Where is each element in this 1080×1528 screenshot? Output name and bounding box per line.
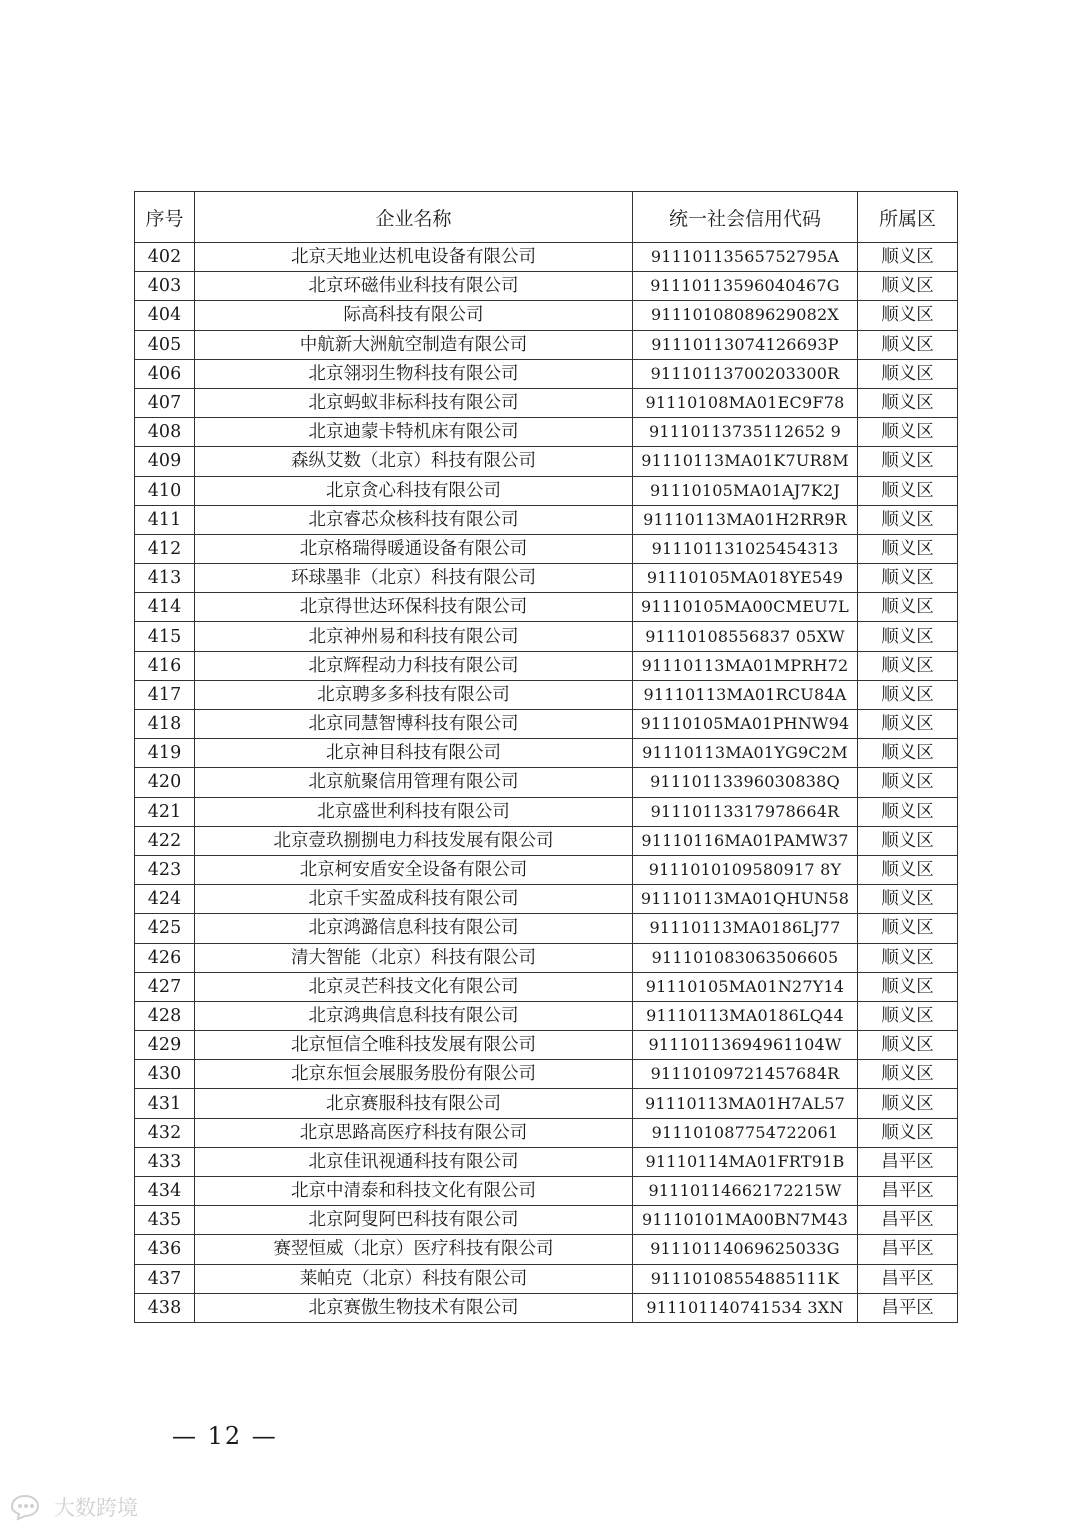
row-serial-number: 420 [135, 768, 195, 797]
row-credit-code: 91110105MA01PHNW94 [633, 710, 858, 739]
row-company-name: 北京蚂蚁非标科技有限公司 [195, 388, 633, 417]
row-credit-code: 9111010109580917 8Y [633, 855, 858, 884]
row-serial-number: 434 [135, 1177, 195, 1206]
row-company-name: 际高科技有限公司 [195, 301, 633, 330]
row-credit-code: 91110113MA01H7AL57 [633, 1089, 858, 1118]
row-serial-number: 416 [135, 651, 195, 680]
row-district: 顺义区 [858, 855, 958, 884]
row-company-name: 莱帕克（北京）科技有限公司 [195, 1264, 633, 1293]
row-serial-number: 406 [135, 359, 195, 388]
row-serial-number: 431 [135, 1089, 195, 1118]
row-credit-code: 91110113074126693P [633, 330, 858, 359]
row-credit-code: 91110113MA01MPRH72 [633, 651, 858, 680]
row-credit-code: 91110113MA01RCU84A [633, 680, 858, 709]
row-company-name: 清大智能（北京）科技有限公司 [195, 943, 633, 972]
row-serial-number: 432 [135, 1118, 195, 1147]
row-district: 顺义区 [858, 447, 958, 476]
row-credit-code: 91110113MA01YG9C2M [633, 739, 858, 768]
row-serial-number: 433 [135, 1147, 195, 1176]
row-company-name: 北京睿芯众核科技有限公司 [195, 505, 633, 534]
row-company-name: 北京中清泰和科技文化有限公司 [195, 1177, 633, 1206]
row-company-name: 北京思路高医疗科技有限公司 [195, 1118, 633, 1147]
row-credit-code: 91110108089629082X [633, 301, 858, 330]
row-district: 顺义区 [858, 768, 958, 797]
table-row [135, 476, 958, 505]
row-serial-number: 415 [135, 622, 195, 651]
table-row [135, 739, 958, 768]
row-company-name: 北京得世达环保科技有限公司 [195, 593, 633, 622]
row-district: 顺义区 [858, 593, 958, 622]
row-credit-code: 91110113596040467G [633, 272, 858, 301]
table-body [135, 243, 958, 1323]
row-serial-number: 429 [135, 1031, 195, 1060]
row-credit-code: 91110105MA018YE549 [633, 564, 858, 593]
row-credit-code: 91110108MA01EC9F78 [633, 388, 858, 417]
row-district: 顺义区 [858, 622, 958, 651]
row-district: 顺义区 [858, 914, 958, 943]
row-district: 顺义区 [858, 476, 958, 505]
table-row [135, 447, 958, 476]
table-row [135, 388, 958, 417]
row-credit-code: 91110105MA00CMEU7L [633, 593, 858, 622]
row-district: 顺义区 [858, 797, 958, 826]
row-company-name: 北京神州易和科技有限公司 [195, 622, 633, 651]
watermark [8, 1492, 138, 1522]
row-company-name: 北京神目科技有限公司 [195, 739, 633, 768]
row-credit-code: 91110109721457684R [633, 1060, 858, 1089]
row-credit-code: 91110113565752795A [633, 243, 858, 272]
row-company-name: 环球墨非（北京）科技有限公司 [195, 564, 633, 593]
table-row [135, 359, 958, 388]
row-credit-code: 91110113396030838Q [633, 768, 858, 797]
row-credit-code: 911101131025454313 [633, 534, 858, 563]
row-company-name: 北京翎羽生物科技有限公司 [195, 359, 633, 388]
row-district: 顺义区 [858, 1060, 958, 1089]
row-district: 昌平区 [858, 1147, 958, 1176]
row-credit-code: 91110113MA0186LQ44 [633, 1001, 858, 1030]
row-credit-code: 91110113MA01QHUN58 [633, 885, 858, 914]
row-credit-code: 91110113MA0186LJ77 [633, 914, 858, 943]
row-serial-number: 403 [135, 272, 195, 301]
row-credit-code: 91110114662172215W [633, 1177, 858, 1206]
table-row [135, 797, 958, 826]
row-serial-number: 424 [135, 885, 195, 914]
row-company-name: 北京恒信仝唯科技发展有限公司 [195, 1031, 633, 1060]
table-row [135, 1293, 958, 1322]
row-serial-number: 435 [135, 1206, 195, 1235]
table-row [135, 622, 958, 651]
row-serial-number: 402 [135, 243, 195, 272]
row-credit-code: 911101087754722061 [633, 1118, 858, 1147]
row-district: 顺义区 [858, 505, 958, 534]
table-row [135, 914, 958, 943]
row-company-name: 北京格瑞得暖通设备有限公司 [195, 534, 633, 563]
row-serial-number: 423 [135, 855, 195, 884]
row-serial-number: 409 [135, 447, 195, 476]
row-district: 顺义区 [858, 826, 958, 855]
row-serial-number: 418 [135, 710, 195, 739]
row-company-name: 北京赛傲生物技术有限公司 [195, 1293, 633, 1322]
row-credit-code: 91110113MA01K7UR8M [633, 447, 858, 476]
row-serial-number: 412 [135, 534, 195, 563]
row-company-name: 森纵艾数（北京）科技有限公司 [195, 447, 633, 476]
row-company-name: 北京柯安盾安全设备有限公司 [195, 855, 633, 884]
table-row [135, 1206, 958, 1235]
row-district: 昌平区 [858, 1235, 958, 1264]
row-serial-number: 425 [135, 914, 195, 943]
table-row [135, 855, 958, 884]
row-credit-code: 91110114MA01FRT91B [633, 1147, 858, 1176]
table-row [135, 826, 958, 855]
table-row [135, 418, 958, 447]
header-district: 所属区 [858, 192, 958, 243]
row-company-name: 北京贪心科技有限公司 [195, 476, 633, 505]
table-row [135, 768, 958, 797]
row-serial-number: 430 [135, 1060, 195, 1089]
table-row [135, 1235, 958, 1264]
row-company-name: 赛翌恒威（北京）医疗科技有限公司 [195, 1235, 633, 1264]
row-company-name: 中航新大洲航空制造有限公司 [195, 330, 633, 359]
row-district: 顺义区 [858, 243, 958, 272]
table-row [135, 1031, 958, 1060]
row-district: 顺义区 [858, 885, 958, 914]
row-company-name: 北京鸿潞信息科技有限公司 [195, 914, 633, 943]
row-company-name: 北京佳讯视通科技有限公司 [195, 1147, 633, 1176]
row-district: 顺义区 [858, 680, 958, 709]
watermark-text: 大数跨境 [54, 1496, 138, 1520]
row-company-name: 北京同慧智博科技有限公司 [195, 710, 633, 739]
row-credit-code: 91110105MA01N27Y14 [633, 972, 858, 1001]
table-row [135, 1060, 958, 1089]
table-row [135, 593, 958, 622]
row-district: 昌平区 [858, 1293, 958, 1322]
row-serial-number: 414 [135, 593, 195, 622]
table-row [135, 330, 958, 359]
row-credit-code: 91110113700203300R [633, 359, 858, 388]
row-credit-code: 91110108554885111K [633, 1264, 858, 1293]
row-credit-code: 911101083063506605 [633, 943, 858, 972]
row-district: 顺义区 [858, 301, 958, 330]
row-serial-number: 437 [135, 1264, 195, 1293]
table-row [135, 651, 958, 680]
row-serial-number: 426 [135, 943, 195, 972]
row-district: 顺义区 [858, 272, 958, 301]
table-row [135, 972, 958, 1001]
header-serial-number: 序号 [135, 192, 195, 243]
page-number: — 12 — [172, 1422, 278, 1450]
row-credit-code: 91110116MA01PAMW37 [633, 826, 858, 855]
row-district: 昌平区 [858, 1177, 958, 1206]
row-serial-number: 427 [135, 972, 195, 1001]
table-row [135, 534, 958, 563]
table-row [135, 564, 958, 593]
row-company-name: 北京灵芒科技文化有限公司 [195, 972, 633, 1001]
table-row [135, 1177, 958, 1206]
row-company-name: 北京赛服科技有限公司 [195, 1089, 633, 1118]
table-row [135, 1264, 958, 1293]
header-credit-code: 统一社会信用代码 [633, 192, 858, 243]
table-row [135, 1147, 958, 1176]
row-credit-code: 911101140741534 3XN [633, 1293, 858, 1322]
row-district: 昌平区 [858, 1264, 958, 1293]
row-credit-code: 91110108556837 05XW [633, 622, 858, 651]
row-company-name: 北京盛世利科技有限公司 [195, 797, 633, 826]
table-row [135, 943, 958, 972]
row-serial-number: 408 [135, 418, 195, 447]
row-serial-number: 413 [135, 564, 195, 593]
row-district: 顺义区 [858, 651, 958, 680]
row-serial-number: 407 [135, 388, 195, 417]
row-serial-number: 421 [135, 797, 195, 826]
row-district: 顺义区 [858, 388, 958, 417]
row-serial-number: 428 [135, 1001, 195, 1030]
row-company-name: 北京东恒会展服务股份有限公司 [195, 1060, 633, 1089]
row-credit-code: 91110101MA00BN7M43 [633, 1206, 858, 1235]
row-serial-number: 419 [135, 739, 195, 768]
row-district: 顺义区 [858, 1031, 958, 1060]
row-district: 顺义区 [858, 418, 958, 447]
row-district: 顺义区 [858, 359, 958, 388]
row-company-name: 北京环磁伟业科技有限公司 [195, 272, 633, 301]
row-company-name: 北京航聚信用管理有限公司 [195, 768, 633, 797]
table-row [135, 505, 958, 534]
row-company-name: 北京壹玖捌捌电力科技发展有限公司 [195, 826, 633, 855]
table-row [135, 243, 958, 272]
row-serial-number: 410 [135, 476, 195, 505]
table-row [135, 272, 958, 301]
table-header-row [135, 192, 958, 243]
header-company-name: 企业名称 [195, 192, 633, 243]
row-district: 昌平区 [858, 1206, 958, 1235]
row-company-name: 北京阿叟阿巴科技有限公司 [195, 1206, 633, 1235]
row-company-name: 北京千实盈成科技有限公司 [195, 885, 633, 914]
row-serial-number: 411 [135, 505, 195, 534]
row-company-name: 北京鸿典信息科技有限公司 [195, 1001, 633, 1030]
table-row [135, 885, 958, 914]
row-district: 顺义区 [858, 943, 958, 972]
row-serial-number: 422 [135, 826, 195, 855]
table-row [135, 1001, 958, 1030]
row-district: 顺义区 [858, 1089, 958, 1118]
company-list-table [134, 191, 958, 1323]
row-serial-number: 404 [135, 301, 195, 330]
row-serial-number: 438 [135, 1293, 195, 1322]
row-credit-code: 91110114069625033G [633, 1235, 858, 1264]
chat-bubble-logo-icon [8, 1493, 48, 1521]
table-row [135, 1089, 958, 1118]
row-company-name: 北京天地业达机电设备有限公司 [195, 243, 633, 272]
row-district: 顺义区 [858, 1001, 958, 1030]
row-serial-number: 417 [135, 680, 195, 709]
row-credit-code: 91110113694961104W [633, 1031, 858, 1060]
row-serial-number: 405 [135, 330, 195, 359]
row-district: 顺义区 [858, 710, 958, 739]
row-company-name: 北京迪蒙卡特机床有限公司 [195, 418, 633, 447]
row-district: 顺义区 [858, 564, 958, 593]
row-company-name: 北京聘多多科技有限公司 [195, 680, 633, 709]
row-district: 顺义区 [858, 972, 958, 1001]
row-district: 顺义区 [858, 739, 958, 768]
table-row [135, 301, 958, 330]
row-credit-code: 91110113MA01H2RR9R [633, 505, 858, 534]
table-row [135, 680, 958, 709]
table-row [135, 710, 958, 739]
row-credit-code: 91110105MA01AJ7K2J [633, 476, 858, 505]
row-company-name: 北京辉程动力科技有限公司 [195, 651, 633, 680]
row-serial-number: 436 [135, 1235, 195, 1264]
row-district: 顺义区 [858, 330, 958, 359]
table-row [135, 1118, 958, 1147]
row-credit-code: 91110113317978664R [633, 797, 858, 826]
row-district: 顺义区 [858, 1118, 958, 1147]
row-credit-code: 91110113735112652 9 [633, 418, 858, 447]
row-district: 顺义区 [858, 534, 958, 563]
